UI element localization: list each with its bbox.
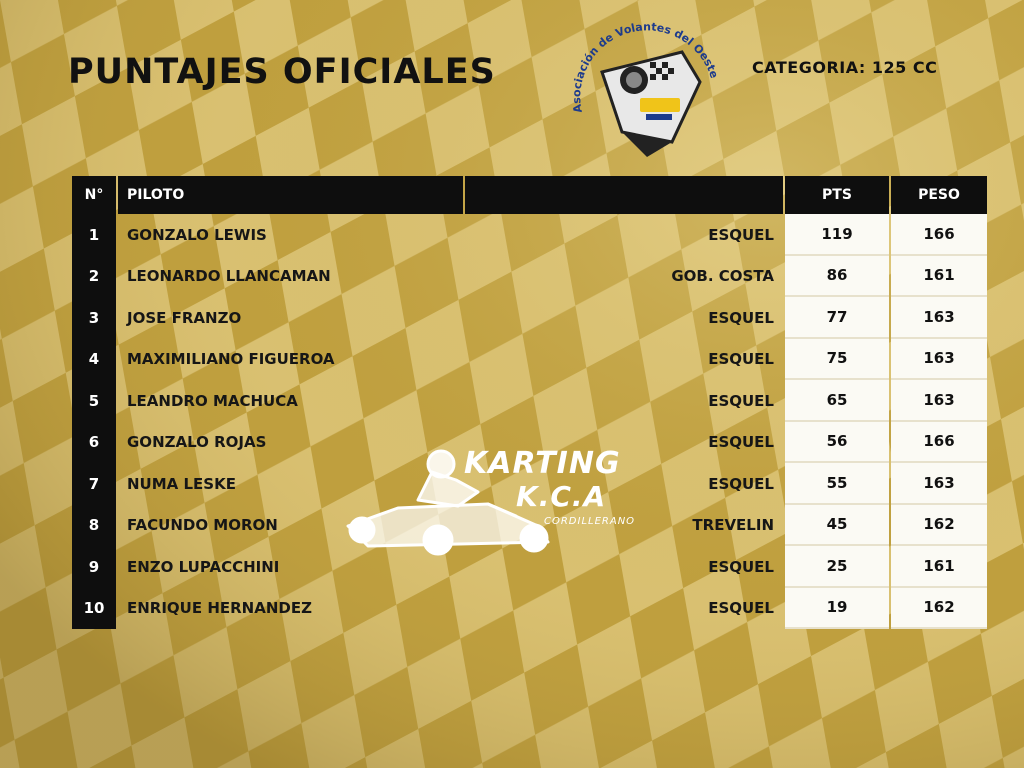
pilot-city: ESQUEL	[708, 225, 774, 244]
column-header-pts: PTS	[785, 176, 889, 214]
row-number: 10	[72, 588, 116, 630]
page-title: PUNTAJES OFICIALES	[68, 52, 496, 92]
weight-cell: 161	[891, 546, 987, 588]
association-logo	[562, 12, 732, 162]
pilot-name: GONZALO ROJAS	[127, 433, 267, 452]
points-cell: 55	[785, 463, 889, 505]
weight-cell: 166	[891, 214, 987, 256]
row-number: 8	[72, 505, 116, 547]
table-row	[72, 380, 987, 422]
row-number: 5	[72, 380, 116, 422]
pilot-name: GONZALO LEWIS	[127, 225, 267, 244]
weight-cell: 163	[891, 380, 987, 422]
table-header	[72, 176, 987, 214]
table-row	[72, 339, 987, 381]
weight-cell: 161	[891, 256, 987, 298]
points-cell: 19	[785, 588, 889, 630]
weight-cell: 163	[891, 339, 987, 381]
pilot-name: LEANDRO MACHUCA	[127, 391, 298, 410]
column-header-peso: PESO	[891, 176, 987, 214]
watermark-kca: K.C.A	[516, 480, 607, 513]
table-row	[72, 256, 987, 298]
weight-cell: 162	[891, 505, 987, 547]
points-cell: 86	[785, 256, 889, 298]
pilot-name: MAXIMILIANO FIGUEROA	[127, 350, 335, 369]
pilot-city: ESQUEL	[708, 433, 774, 452]
association-name: Asociación de Volantes del Oeste	[570, 20, 721, 114]
categoria-label: CATEGORIA: 125 CC	[752, 58, 938, 77]
points-cell: 119	[785, 214, 889, 256]
racing-helmet-checkered-flag-logo-icon	[562, 12, 732, 162]
row-number: 3	[72, 297, 116, 339]
watermark-karting: KARTING	[464, 446, 621, 481]
pilot-city: ESQUEL	[708, 308, 774, 327]
pilot-name: LEONARDO LLANCAMAN	[127, 267, 331, 286]
weight-cell: 166	[891, 422, 987, 464]
points-cell: 65	[785, 380, 889, 422]
column-header-num: N°	[72, 176, 116, 214]
pilot-city: ESQUEL	[708, 350, 774, 369]
row-number: 2	[72, 256, 116, 298]
points-cell: 75	[785, 339, 889, 381]
pilot-city: GOB. COSTA	[671, 267, 774, 286]
pilot-name: ENZO LUPACCHINI	[127, 557, 280, 576]
column-header-piloto: PILOTO	[118, 176, 463, 214]
row-number: 4	[72, 339, 116, 381]
pilot-name: JOSE FRANZO	[127, 308, 242, 327]
points-cell: 77	[785, 297, 889, 339]
watermark-cordillerano: CORDILLERANO	[544, 516, 636, 527]
pilot-city: TREVELIN	[692, 516, 774, 535]
weight-cell: 163	[891, 297, 987, 339]
table-row	[72, 588, 987, 630]
karting-kca-watermark	[338, 440, 648, 560]
pilot-name: NUMA LESKE	[127, 474, 236, 493]
table-row	[72, 214, 987, 256]
row-number: 7	[72, 463, 116, 505]
pilot-name: ENRIQUE HERNANDEZ	[127, 599, 312, 618]
weight-cell: 163	[891, 463, 987, 505]
points-cell: 25	[785, 546, 889, 588]
pilot-city: ESQUEL	[708, 557, 774, 576]
pilot-city: ESQUEL	[708, 391, 774, 410]
standings-table	[72, 176, 987, 629]
row-number: 1	[72, 214, 116, 256]
column-header-localidad	[465, 176, 783, 214]
table-row	[72, 297, 987, 339]
pilot-name: FACUNDO MORON	[127, 516, 278, 535]
row-number: 9	[72, 546, 116, 588]
pilot-city: ESQUEL	[708, 599, 774, 618]
row-number: 6	[72, 422, 116, 464]
points-cell: 56	[785, 422, 889, 464]
weight-cell: 162	[891, 588, 987, 630]
points-cell: 45	[785, 505, 889, 547]
pilot-city: ESQUEL	[708, 474, 774, 493]
